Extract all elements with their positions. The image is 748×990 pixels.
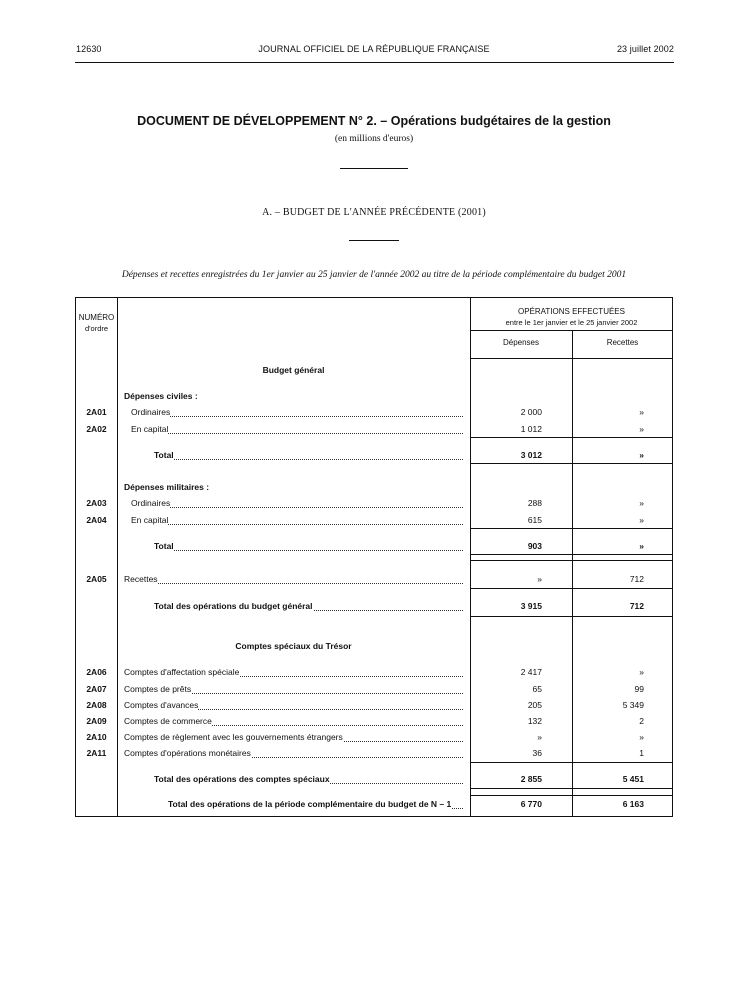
row-label: Comptes de règlement avec les gouvernements étrangers <box>124 732 343 742</box>
row-label: Comptes d'opérations monétaires <box>124 748 251 758</box>
depenses-value: 6 770 <box>520 799 542 809</box>
separator-rule <box>340 168 408 169</box>
group-depenses-civiles: Dépenses civiles : <box>124 391 198 401</box>
table-caption: Dépenses et recettes enregistrées du 1er janvier au 25 janvier de l'année 2002 au titre de la période complémentaire du budget 2001 <box>121 270 627 280</box>
column-header-operations-line2: entre le 1er janvier et le 25 janvier 2002 <box>505 318 638 327</box>
row-code: 2A09 <box>86 716 107 726</box>
recettes-value: » <box>639 732 644 742</box>
header-rule <box>75 62 674 63</box>
page-number: 12630 <box>76 44 102 54</box>
table-row <box>76 574 673 586</box>
row-label: Comptes d'avances <box>124 700 199 710</box>
row-code: 2A10 <box>86 732 107 742</box>
row-label: Comptes de prêts <box>124 684 192 694</box>
row-label: En capital <box>131 424 169 434</box>
recettes-value: 99 <box>634 684 644 694</box>
table-row <box>76 774 673 786</box>
table-row <box>76 601 673 613</box>
recettes-value: » <box>639 515 644 525</box>
depenses-value: 615 <box>527 515 542 525</box>
total-rule <box>470 616 673 617</box>
section-comptes-speciaux: Comptes spéciaux du Trésor <box>235 641 352 651</box>
column-header-operations <box>470 306 673 328</box>
row-label: Total des opérations du budget général <box>154 601 313 611</box>
section-budget-general: Budget général <box>262 365 325 375</box>
depenses-value: 2 000 <box>520 407 542 417</box>
total-rule <box>470 554 673 555</box>
recettes-value: 5 349 <box>622 700 644 710</box>
recettes-value: 2 <box>639 716 644 726</box>
row-label: Total <box>154 450 174 460</box>
table-row <box>76 732 673 744</box>
depenses-value: 132 <box>527 716 542 726</box>
recettes-value: » <box>639 541 644 551</box>
total-rule <box>470 463 673 464</box>
total-rule <box>470 788 673 789</box>
depenses-value: 1 012 <box>520 424 542 434</box>
column-header-numero <box>76 312 117 334</box>
row-code: 2A08 <box>86 700 107 710</box>
total-rule <box>470 437 673 438</box>
column-header-depenses: Dépenses <box>502 338 540 347</box>
depenses-value: 2 417 <box>520 667 542 677</box>
recettes-value: » <box>639 407 644 417</box>
total-rule <box>470 560 673 561</box>
row-label: Comptes d'affectation spéciale <box>124 667 240 677</box>
depenses-value: 205 <box>527 700 542 710</box>
table-row <box>76 407 673 419</box>
depenses-value: 3 012 <box>520 450 542 460</box>
total-rule <box>470 762 673 763</box>
document-subtitle: (en millions d'euros) <box>334 134 414 144</box>
depenses-value: 65 <box>532 684 542 694</box>
leader-dots <box>131 507 463 508</box>
table-row <box>76 716 673 728</box>
row-code: 2A02 <box>86 424 107 434</box>
row-label: Ordinaires <box>131 407 171 417</box>
row-label: En capital <box>131 515 169 525</box>
leader-dots <box>131 433 463 434</box>
total-rule <box>470 528 673 529</box>
total-rule <box>470 795 673 796</box>
column-header-numero-line1: NUMÉRO <box>78 313 115 322</box>
row-label: Recettes <box>124 574 158 584</box>
depenses-value: 2 855 <box>520 774 542 784</box>
recettes-value: 6 163 <box>622 799 644 809</box>
table-row <box>76 748 673 760</box>
leader-dots <box>131 524 463 525</box>
column-header-operations-line1: OPÉRATIONS EFFECTUÉES <box>518 307 625 316</box>
recettes-value: 5 451 <box>622 774 644 784</box>
row-label: Comptes de commerce <box>124 716 212 726</box>
table-row <box>76 667 673 679</box>
leader-dots <box>154 550 463 551</box>
group-depenses-militaires: Dépenses militaires : <box>124 482 210 492</box>
section-heading: A. – BUDGET DE L'ANNÉE PRÉCÉDENTE (2001) <box>262 207 486 218</box>
leader-dots <box>124 583 463 584</box>
row-label: Ordinaires <box>131 498 171 508</box>
document-title: DOCUMENT DE DÉVELOPPEMENT N° 2. – Opérations budgétaires de la gestion <box>137 114 611 128</box>
row-code: 2A11 <box>86 748 107 758</box>
row-label: Total des opérations des comptes spéciaux <box>154 774 330 784</box>
table-row <box>76 700 673 712</box>
table-row <box>76 684 673 696</box>
recettes-value: » <box>639 450 644 460</box>
journal-title: JOURNAL OFFICIEL DE LA RÉPUBLIQUE FRANÇAISE <box>258 44 490 54</box>
publication-date: 23 juillet 2002 <box>616 44 674 54</box>
depenses-value: 288 <box>527 498 542 508</box>
depenses-value: 36 <box>532 748 542 758</box>
row-code: 2A06 <box>86 667 107 677</box>
table-row <box>76 424 673 436</box>
recettes-value: 712 <box>629 601 644 611</box>
separator-rule <box>349 240 399 241</box>
leader-dots <box>131 416 463 417</box>
row-label: Total <box>154 541 174 551</box>
header-divider <box>470 330 673 331</box>
recettes-value: » <box>639 424 644 434</box>
column-header-recettes: Recettes <box>606 338 639 347</box>
depenses-value: » <box>537 732 542 742</box>
table-row <box>76 450 673 462</box>
row-code: 2A01 <box>86 407 107 417</box>
table-row <box>76 799 673 811</box>
recettes-value: 1 <box>639 748 644 758</box>
depenses-value: » <box>537 574 542 584</box>
column-header-numero-line2: d'ordre <box>84 324 109 333</box>
row-code: 2A04 <box>86 515 107 525</box>
table-row <box>76 515 673 527</box>
table-row <box>76 498 673 510</box>
row-label: Total des opérations de la période complémentaire du budget de N – 1 <box>168 799 452 809</box>
row-code: 2A07 <box>86 684 107 694</box>
total-rule <box>470 588 673 589</box>
depenses-value: 903 <box>527 541 542 551</box>
recettes-value: » <box>639 667 644 677</box>
depenses-value: 3 915 <box>520 601 542 611</box>
recettes-value: 712 <box>629 574 644 584</box>
row-code: 2A05 <box>86 574 107 584</box>
budget-table <box>75 297 673 817</box>
recettes-value: » <box>639 498 644 508</box>
header-divider <box>470 358 673 359</box>
table-row <box>76 541 673 553</box>
row-code: 2A03 <box>86 498 107 508</box>
leader-dots <box>154 459 463 460</box>
